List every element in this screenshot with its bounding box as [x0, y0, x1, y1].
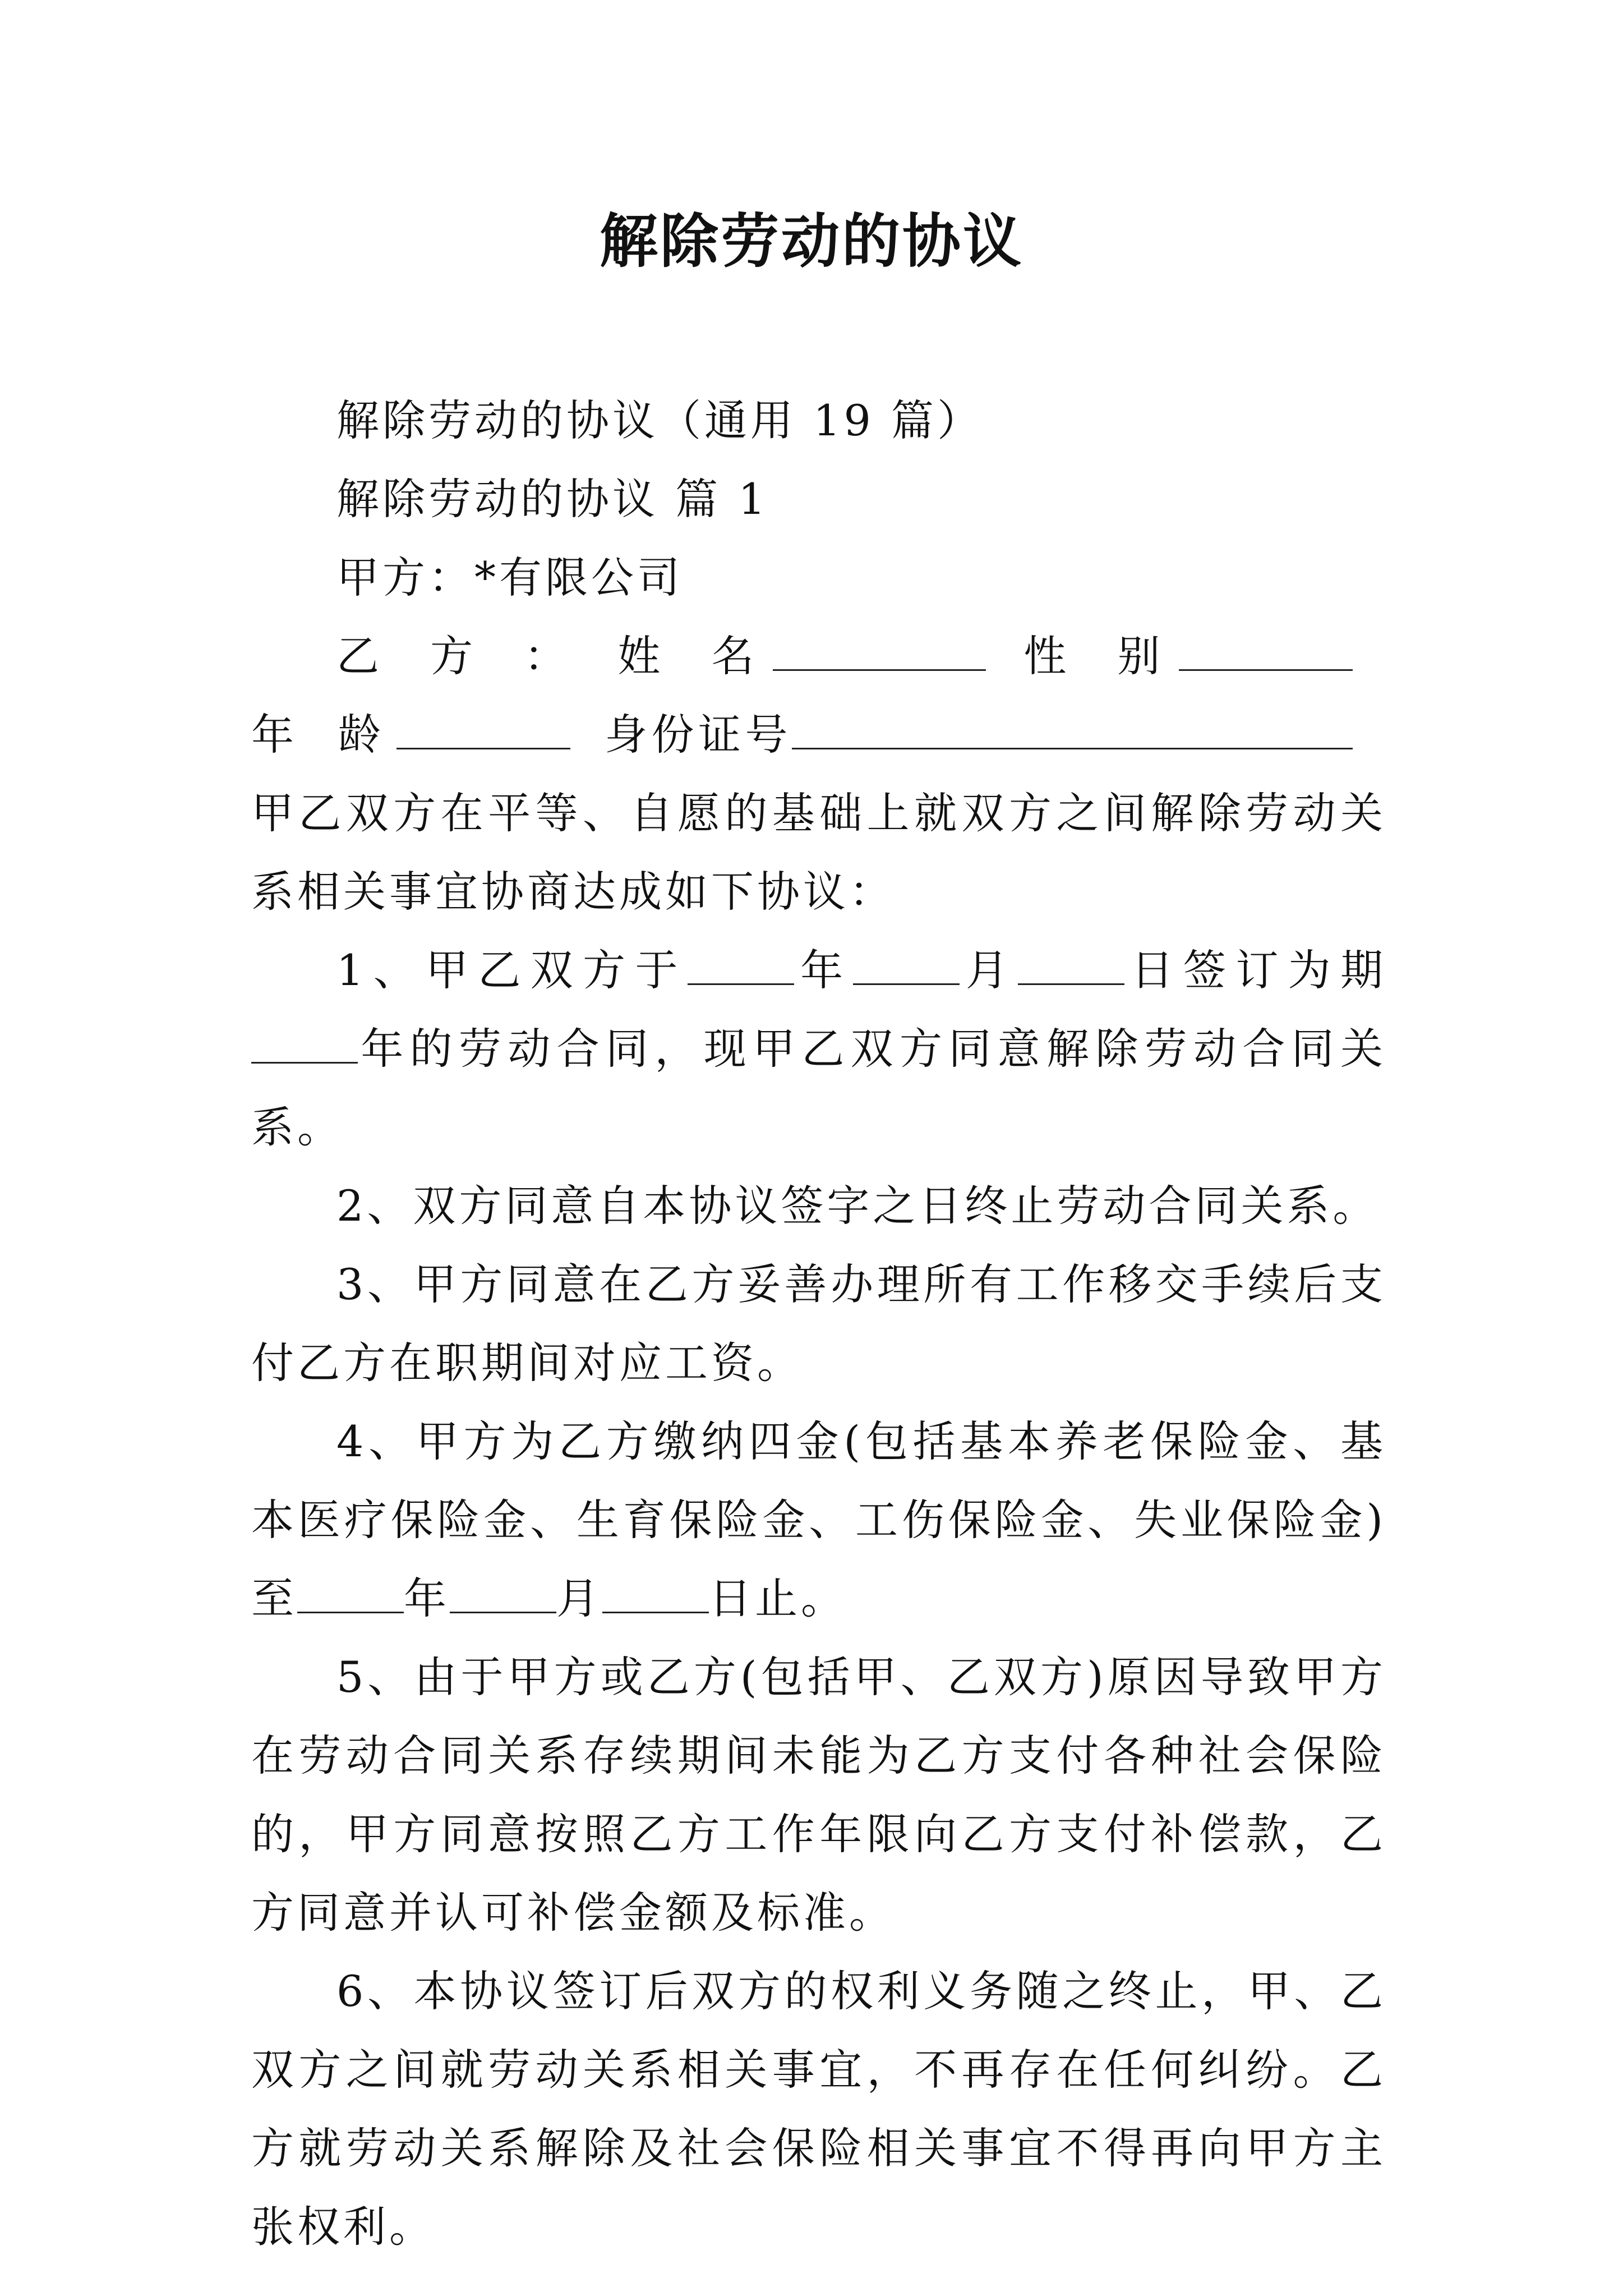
clause-4	[251, 1402, 1386, 1638]
clause-2: 2、双方同意自本协议签字之日终止劳动合同关系。	[336, 1181, 1379, 1231]
clause-4-month: 月	[556, 1573, 602, 1623]
document-body	[251, 381, 1386, 2266]
clause-5: 5、由于甲方或乙方(包括甲、乙双方)原因导致甲方在劳动合同关系存续期间未能为乙方支付各种社会保险的，甲方同意按照乙方工作年限向乙方支付补偿款，乙方同意并认可补偿金额及标准。	[251, 1652, 1386, 1938]
id-blank	[792, 708, 1353, 749]
section-heading: 解除劳动的协议 篇 1	[336, 474, 769, 524]
clause-1-year: 年	[794, 945, 853, 995]
name-blank	[773, 630, 986, 671]
clause-1-day: 日签订为期	[1124, 945, 1387, 995]
clause-1-year-blank	[688, 944, 794, 985]
clause-1	[251, 931, 1386, 1167]
clause-3: 3、甲方同意在乙方妥善办理所有工作移交手续后支付乙方在职期间对应工资。	[251, 1259, 1386, 1388]
clause-4-year: 年	[404, 1573, 450, 1623]
clause-1-term-blank	[251, 1023, 358, 1064]
sex-blank	[1179, 630, 1353, 671]
clause-1-suffix: 年的劳动合同，现甲乙双方同意解除劳动合同关系。	[251, 1024, 1386, 1152]
clause-1-month: 月	[959, 945, 1018, 995]
age-label: 年 龄	[251, 710, 396, 760]
clause-4-day-blank	[602, 1572, 709, 1613]
clause-1-day-blank	[1018, 944, 1124, 985]
party-b-paragraph	[251, 617, 1386, 931]
party-b-name-label: 乙 方 ： 姓 名	[336, 631, 773, 681]
intro-text: 甲乙双方在平等、自愿的基础上就双方之间解除劳动关系相关事宜协商达成如下协议：	[251, 788, 1386, 917]
clause-4-month-blank	[450, 1572, 556, 1613]
clause-6: 6、本协议签订后双方的权利义务随之终止，甲、乙双方之间就劳动关系相关事宜，不再存在任何纠纷。乙方就劳动关系解除及社会保险相关事宜不得再向甲方主张权利。	[251, 1966, 1386, 2252]
document-title: 解除劳动的协议	[599, 206, 1023, 275]
party-a: 甲方：*有限公司	[336, 553, 683, 602]
clause-4-end: 日止。	[709, 1573, 847, 1623]
age-blank	[396, 708, 570, 749]
clause-1-month-blank	[853, 944, 960, 985]
sex-label: 性 别	[1019, 631, 1179, 681]
id-label: 身份证号	[603, 710, 792, 760]
clause-4-text: 4、甲方为乙方缴纳四金(包括基本养老保险金、基本医疗保险金、生育保险金、工伤保险金、失业保险金)至	[251, 1416, 1386, 1623]
clause-4-year-blank	[297, 1572, 404, 1613]
subtitle: 解除劳动的协议（通用 19 篇）	[336, 395, 984, 445]
clause-1-prefix: 1、甲乙双方于	[336, 945, 688, 995]
